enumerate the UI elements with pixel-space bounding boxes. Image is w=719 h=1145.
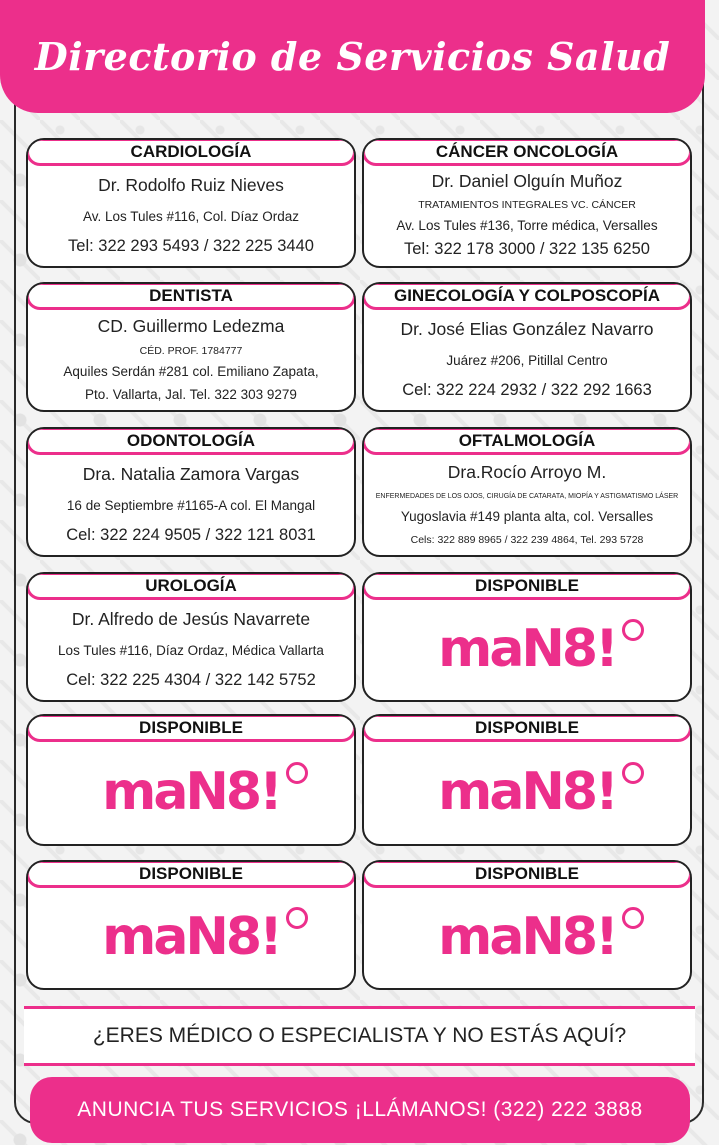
card-doctor: Dra.Rocío Arroyo M. (447, 461, 607, 482)
card-address: Av. Los Tules #136, Torre médica, Versalles (396, 217, 658, 233)
card-specialty: DENTISTA (26, 282, 356, 310)
mango-logo (438, 619, 616, 679)
card-available[interactable] (362, 860, 692, 990)
logo-text: maN8! (438, 907, 616, 967)
card-cardiologia (26, 138, 356, 268)
card-address: 16 de Septiembre #1165-A col. El Mangal (66, 497, 316, 513)
card-address: Juárez #206, Pitillal Centro (446, 352, 608, 368)
mango-logo (102, 907, 280, 967)
card-available-label: DISPONIBLE (26, 860, 356, 888)
card-note: CÉD. PROF. 1784777 (139, 344, 243, 357)
card-specialty: UROLOGÍA (26, 572, 356, 600)
logo-text: maN8! (438, 619, 616, 679)
mango-logo (438, 907, 616, 967)
card-doctor: Dr. Daniel Olguín Muñoz (431, 171, 623, 192)
card-available[interactable] (362, 714, 692, 846)
card-doctor: CD. Guillermo Ledezma (97, 315, 285, 336)
card-doctor: Dra. Natalia Zamora Vargas (82, 463, 300, 484)
card-odontologia (26, 427, 356, 557)
card-doctor: Dr. Rodolfo Ruiz Nieves (98, 174, 284, 195)
card-phone[interactable]: Tel: 322 178 3000 / 322 135 6250 (404, 239, 650, 258)
bottom-question: ¿ERES MÉDICO O ESPECIALISTA Y NO ESTÁS AQUÍ? (24, 1006, 695, 1066)
card-phone[interactable]: Tel: 322 293 5493 / 322 225 3440 (68, 236, 314, 255)
card-note: ENFERMEDADES DE LOS OJOS, CIRUGÍA DE CATARATA, MIOPÍA Y ASTIGMATISMO LÁSER (375, 492, 679, 500)
card-specialty: GINECOLOGÍA Y COLPOSCOPÍA (362, 282, 692, 310)
card-available[interactable] (362, 572, 692, 702)
card-specialty: CARDIOLOGÍA (26, 138, 356, 166)
card-available-label: DISPONIBLE (362, 572, 692, 600)
page-title: Directorio de Servicios Salud (34, 34, 671, 79)
card-available-label: DISPONIBLE (26, 714, 356, 742)
card-phone[interactable]: Cel: 322 224 9505 / 322 121 8031 (66, 525, 316, 544)
card-ginecologia (362, 282, 692, 412)
card-doctor: Dr. Alfredo de Jesús Navarrete (71, 608, 311, 629)
logo-text: maN8! (438, 762, 616, 822)
logo-text: maN8! (102, 762, 280, 822)
card-dentista (26, 282, 356, 412)
card-specialty: OFTALMOLOGÍA (362, 427, 692, 455)
card-address: Los Tules #116, Díaz Ordaz, Médica Vallarta (58, 642, 324, 658)
card-doctor: Dr. José Elias González Navarro (400, 318, 654, 339)
card-note: TRATAMIENTOS INTEGRALES VC. CÁNCER (418, 199, 636, 212)
card-urologia (26, 572, 356, 702)
card-specialty: ODONTOLOGÍA (26, 427, 356, 455)
card-phone[interactable]: Cel: 322 225 4304 / 322 142 5752 (66, 670, 316, 689)
at-icon (622, 619, 644, 641)
at-icon (286, 907, 308, 929)
at-icon (286, 762, 308, 784)
card-phone[interactable]: Cel: 322 224 2932 / 322 292 1663 (402, 380, 652, 399)
card-specialty: CÁNCER ONCOLOGÍA (362, 138, 692, 166)
card-phone[interactable]: Cels: 322 889 8965 / 322 239 4864, Tel. 293 5728 (410, 534, 644, 547)
card-address: Aquiles Serdán #281 col. Emiliano Zapata, (63, 364, 319, 380)
card-oftalmologia (362, 427, 692, 557)
mango-logo (438, 762, 616, 822)
card-available-label: DISPONIBLE (362, 860, 692, 888)
card-address: Av. Los Tules #116, Col. Díaz Ordaz (82, 208, 300, 224)
card-address-line2: Pto. Vallarta, Jal. Tel. 322 303 9279 (85, 387, 297, 403)
card-oncologia (362, 138, 692, 268)
page-header (0, 0, 705, 113)
at-icon (622, 907, 644, 929)
card-available[interactable] (26, 714, 356, 846)
card-address: Yugoslavia #149 planta alta, col. Versalles (400, 509, 654, 525)
mango-logo (102, 762, 280, 822)
card-available[interactable] (26, 860, 356, 990)
at-icon (622, 762, 644, 784)
card-available-label: DISPONIBLE (362, 714, 692, 742)
cta-banner[interactable]: ANUNCIA TUS SERVICIOS ¡LLÁMANOS! (322) 222 3888 (30, 1077, 690, 1143)
logo-text: maN8! (102, 907, 280, 967)
